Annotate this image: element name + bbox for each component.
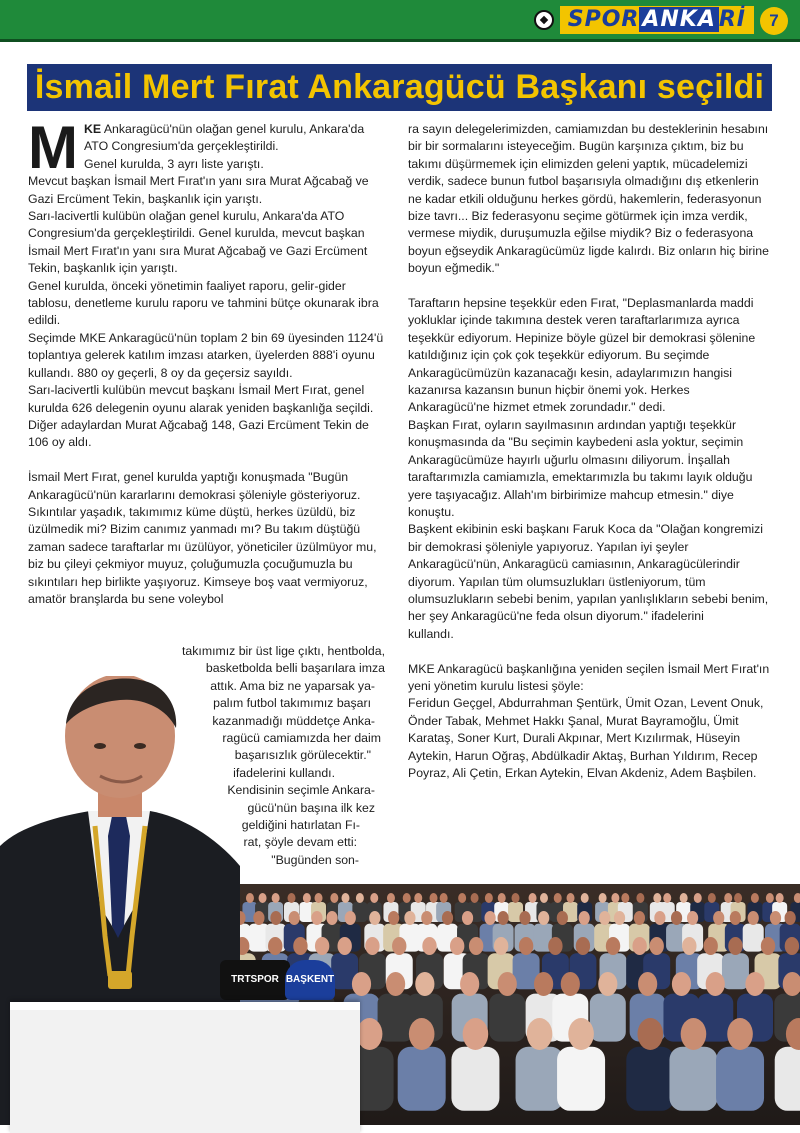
- audience-member-body: [716, 1047, 764, 1111]
- audience-member-head: [706, 972, 725, 996]
- audience-member-head: [369, 911, 380, 925]
- paragraph: KE Ankaragücü'nün olağan genel kurulu, Ankara'da ATO Congresium'da gerçekleştirildi.: [83, 122, 365, 154]
- audience-member-head: [303, 893, 311, 903]
- text-line: gücü'nün başına ilk kez: [247, 800, 375, 815]
- audience-member-head: [330, 893, 338, 903]
- audience-member-head: [785, 911, 796, 925]
- audience-member-head: [345, 911, 356, 925]
- paragraph: Feridun Geçgel, Abdurrahman Şentürk, Ümit Ozan, Levent Onuk, Önder Tabak, Mehmet Hakkı Şanal, Murat Bayramoğlu, Ümit Karataş, Soner Kurt, Durali Akpınar, Mert Kızılırmak, Hüseyin Aytekin, Harun Oğraş, Abdülkadir Aktaş, Burhan Yıldırım, Recep Poyraz, Ali Çetin, Erkan Aytekin, Elvan Akdeniz, Adem Başbilen.: [408, 696, 764, 780]
- audience-member-head: [637, 1018, 663, 1050]
- paragraph: kullandı.: [408, 626, 454, 641]
- text-line: "Bugünden son-: [271, 852, 359, 867]
- page-number: 7: [760, 7, 788, 35]
- article-column-right: [408, 121, 770, 782]
- audience-member-head: [728, 937, 742, 955]
- audience-member-body: [669, 1047, 717, 1111]
- audience-member-head: [392, 937, 406, 955]
- text-line: kazanmadığı müddetçe Anka-: [212, 713, 375, 728]
- audience-member-head: [471, 893, 479, 903]
- text-line: palım futbol takımımız başarı: [213, 696, 371, 711]
- audience-member-head: [414, 893, 422, 903]
- audience-member-head: [485, 893, 493, 903]
- paragraph: Sarı-lacivertli kulübün olağan genel kurulu, Ankara'da ATO Congresium'da gerçekleştirildi. Genel kurulda, mevcut başkan İsmail Mert Fırat'ın yanı sıra Murat Ağcabağ ve Gazi Ercüment Tekin, başkanlık için yarıştı.: [28, 209, 368, 276]
- audience-member-head: [259, 893, 267, 903]
- audience-member-head: [638, 972, 657, 996]
- audience-member-body: [775, 1047, 800, 1111]
- audience-member-head: [529, 893, 537, 903]
- audience-member-body: [743, 924, 764, 952]
- audience-member-head: [636, 893, 644, 903]
- audience-member-head: [576, 937, 590, 955]
- audience-member-head: [415, 972, 434, 996]
- drop-cap: M: [28, 114, 78, 181]
- brand-name: SPOR ANKA Rİ: [560, 6, 754, 34]
- brand-logo: [534, 6, 754, 34]
- audience-member-head: [766, 893, 774, 903]
- mic-flag-baskent: BAŞKENT: [285, 960, 335, 1000]
- audience-member-head: [498, 893, 506, 903]
- audience-member-head: [785, 937, 799, 955]
- audience-member-head: [356, 893, 364, 903]
- audience-member-head: [654, 911, 665, 925]
- audience-member-head: [421, 911, 432, 925]
- audience-member-head: [598, 972, 617, 996]
- audience-member-head: [460, 972, 479, 996]
- podium: [10, 1002, 360, 1133]
- audience-member-head: [430, 893, 438, 903]
- text-line: takımımız bir üst lige çıktı, hentbolda,: [182, 644, 385, 658]
- audience-member-head: [357, 1018, 383, 1050]
- paragraph: Genel kurulda, 3 ayrı liste yarıştı.: [83, 156, 264, 171]
- paragraph: Başkent ekibinin eski başkanı Faruk Koca da "Olağan kongremizi bir demokrasi şöleniyle yapıyoruz. Yapılan iyi şeyler Ankaragücü'nün, Ankaragücü camiasının, Ankaragücülerindir diyorum. Yapılan tüm olumsuzlukları üstleniyorum, tüm olumsuzlukların sebebi benim, yapılan yanlışlıkların sebebi benim, her şey Ankaragücü'ne feda olsun diyorum." ifadelerini: [408, 522, 769, 624]
- audience-member-head: [337, 937, 351, 955]
- paragraph: Taraftarın hepsine teşekkür eden Fırat, "Deplasmanlarda maddi yokluklar içinde takımına destek veren taraftarlarımıza ayrıca teşekkür ediyorum. Hepinize böyle güzel bir demokrasi şölenine katıldığınız için çok çok teşekkür ediyorum. Bu seçimde Ankaragücümüzün kazanacağı kesin, adaylarımızın hangisi kazanırsa kazansın bunun hiçbir önemi yok. Herkes Ankaragücü'ne hizmet etmek zorundadır." dedi.: [408, 296, 756, 415]
- text-line: geldiğini hatırlatan Fı-: [241, 818, 360, 833]
- headline-box: [27, 64, 772, 111]
- audience-member-body: [516, 1047, 564, 1111]
- paragraph: Seçimde MKE Ankaragücü'nün toplam 2 bin 69 üyesinden 1124'ü toplantıya gelerek katılım imzası atarken, üyelerden 888'i oyunu kullandı. 880 oy geçerli, 8 oy da geçersiz sayıldı.: [28, 330, 384, 380]
- header-bar: [0, 0, 800, 42]
- audience-member-head: [727, 1018, 753, 1050]
- audience-member-head: [557, 911, 568, 925]
- audience-member-head: [519, 911, 530, 925]
- article-column-left: [28, 114, 388, 608]
- audience-member-head: [703, 937, 717, 955]
- text-line: başarısızlık görülecektir.": [234, 748, 371, 763]
- audience-member-head: [606, 937, 620, 955]
- audience-member-head: [422, 937, 436, 955]
- audience-member-head: [548, 937, 562, 955]
- audience-member-head: [253, 911, 264, 925]
- audience-member-head: [498, 972, 517, 996]
- audience-member-head: [687, 911, 698, 925]
- audience-member-body: [722, 953, 749, 989]
- audience-member-head: [540, 893, 548, 903]
- audience-member-head: [341, 893, 349, 903]
- audience-member-head: [293, 937, 307, 955]
- audience-member-head: [469, 937, 483, 955]
- audience-member-head: [404, 911, 415, 925]
- audience-member-head: [387, 893, 395, 903]
- audience-member-head: [745, 972, 764, 996]
- audience-member-head: [450, 937, 464, 955]
- text-line: attık. Ama biz ne yaparsak ya-: [210, 678, 375, 693]
- audience-member-head: [270, 911, 281, 925]
- headline: İsmail Mert Fırat Ankaragücü Başkanı seçildi: [34, 68, 765, 106]
- audience-member-head: [734, 893, 742, 903]
- audience-member-head: [246, 893, 254, 903]
- paragraph: MKE Ankaragücü başkanlığına yeniden seçilen İsmail Mert Fırat'ın yeni yönetim kurulu listesi şöyle:: [408, 661, 770, 693]
- text-line: ragücü camiamızda her daim: [222, 731, 381, 746]
- paragraph: Genel kurulda, önceki yönetimin faaliyet raporu, gelir-gider tablosu, denetleme kurulu raporu ve tahmini bütçe okunarak ibra edildi.: [28, 278, 379, 328]
- audience-member-head: [409, 1018, 435, 1050]
- audience-member-head: [761, 937, 775, 955]
- audience-member-head: [326, 911, 337, 925]
- audience-member-head: [311, 911, 322, 925]
- audience-member-head: [581, 893, 589, 903]
- audience-member-head: [370, 893, 378, 903]
- soccer-ball-icon: [534, 10, 554, 30]
- text-line: rat, şöyle devam etti:: [243, 835, 357, 850]
- audience-member-head: [724, 893, 732, 903]
- audience-member-head: [268, 937, 282, 955]
- paragraph: Başkan Fırat, oyların sayılmasının ardından yaptığı teşekkür konuşmasında da "Bu seçimin kaybedeni asla yoktur, seçimin Ankaragücümüze hayırlı uğurlu olmasını diliyorum. İnşallah taraftarımızla camiamızla, emektarımızla bu takımı layık olduğu yere taşıyacağız. Allah'ım birbirimize mahcup etmesin." diye konuştu.: [408, 417, 753, 519]
- audience-member-head: [315, 937, 329, 955]
- audience-member-head: [599, 893, 607, 903]
- audience-member-head: [694, 893, 702, 903]
- audience-member-body: [489, 994, 525, 1042]
- audience-member-head: [611, 893, 619, 903]
- audience-member-head: [568, 1018, 594, 1050]
- audience-member-head: [388, 911, 399, 925]
- audience-member-head: [770, 911, 781, 925]
- audience-member-head: [512, 893, 520, 903]
- audience-member-head: [554, 893, 562, 903]
- audience-member-head: [365, 937, 379, 955]
- audience-member-head: [649, 937, 663, 955]
- audience-member-head: [579, 911, 590, 925]
- audience-member-head: [462, 911, 473, 925]
- header-rule: [0, 39, 800, 42]
- audience-member-head: [680, 893, 688, 903]
- audience-member-body: [451, 1047, 499, 1111]
- audience-member-head: [634, 911, 645, 925]
- audience-member-head: [289, 911, 300, 925]
- audience-member-head: [463, 1018, 489, 1050]
- audience-member-head: [671, 911, 682, 925]
- audience-member-body: [626, 1047, 674, 1111]
- audience-member-head: [538, 911, 549, 925]
- paragraph: Mevcut başkan İsmail Mert Fırat'ın yanı sıra Murat Ağcabağ ve Gazi Ercüment Tekin, başkanlık için yarıştı.: [28, 174, 369, 206]
- audience-member-body: [398, 1047, 446, 1111]
- audience-member-head: [681, 1018, 707, 1050]
- text-line: Kendisinin seçimle Ankara-: [227, 783, 375, 798]
- audience-member-head: [663, 893, 671, 903]
- audience-member-head: [442, 911, 453, 925]
- audience-member-head: [527, 1018, 553, 1050]
- audience-member-head: [567, 893, 575, 903]
- audience-member-head: [498, 911, 509, 925]
- paragraph: Sarı-lacivertli kulübün mevcut başkanı İsmail Mert Fırat, genel kurulda 626 delegenin oyunu alarak yeniden başkanlığa seçildi. Diğer adaylardan Murat Ağcabağ 148, Gazi Ercüment Tekin de 106 oy aldı.: [28, 383, 374, 450]
- mic-flag-trtspor: TRTSPOR: [220, 960, 290, 1000]
- audience-member-head: [440, 893, 448, 903]
- paragraph: ra sayın delegelerimizden, camiamızdan bu desteklerinin hesabını bir bir sormalarını isteyeceğim. Bugün karşınıza çıktım, biz bu takımı düşürmemek için elimizden geleni yaptık, mücadelemizi verdik, sadece bunun futbol başarısıyla olmadığını dış etkenlerin ne kadar etkili olduğunu herkes gördü, hakemlerin, federasyonun bize tavrı... Biz federasyonu seçime götürmek için imza verdik, vermese miydik, duruşumuzla eğilse miydik? Biz o federasyona boyun eğseydik Ankaragücümüz ligde kalırdı. Biz onların hiç birine boyun eğmedik.": [408, 122, 769, 276]
- audience-member-head: [272, 893, 280, 903]
- audience-member-head: [672, 972, 691, 996]
- audience-member-head: [315, 893, 323, 903]
- audience-member-head: [730, 911, 741, 925]
- audience-member-head: [288, 893, 296, 903]
- audience-member-head: [621, 893, 629, 903]
- audience-member-body: [557, 1047, 605, 1111]
- audience-member-head: [708, 893, 716, 903]
- text-line: basketbolda belli başarılara imza: [205, 661, 385, 676]
- audience-member-head: [632, 937, 646, 955]
- audience-member-head: [776, 893, 784, 903]
- audience-member-head: [748, 911, 759, 925]
- audience-member-head: [614, 911, 625, 925]
- audience-member-head: [352, 972, 371, 996]
- audience-member-head: [682, 937, 696, 955]
- audience-member-head: [484, 911, 495, 925]
- audience-member-head: [653, 893, 661, 903]
- audience-member-head: [386, 972, 405, 996]
- audience-member-body: [590, 994, 626, 1042]
- text-line: ifadelerini kullandı.: [233, 765, 335, 780]
- audience-member-head: [458, 893, 466, 903]
- audience-member-head: [751, 893, 759, 903]
- paragraph: İsmail Mert Fırat, genel kurulda yaptığı konuşmada "Bugün Ankaragücü'nün kararlarını demokrasi şöleniyle gösteriyoruz. Sıkıntılar yaşadık, takımımız küme düştü, herkes üzüldü, biz üzülmedik mi? Bizim canımız yanmadı mı? Bu takım düştüğü zaman sadece taraftarlar mı üzülüyor, yöneticiler üzülmüyor mu, biz bu çileyi çekmiyor muyuz, çoluğumuzla çocuğumuzla bu sıkıntıları hep birlikte yaşıyoruz. Kimseye boş vaat vermiyoruz, amatör branşlarda bu sene voleybol: [28, 470, 377, 606]
- audience-member-head: [519, 937, 533, 955]
- audience-member-head: [599, 911, 610, 925]
- audience-member-head: [561, 972, 580, 996]
- audience-member-head: [534, 972, 553, 996]
- audience-member-head: [403, 893, 411, 903]
- audience-member-head: [713, 911, 724, 925]
- audience-member-head: [494, 937, 508, 955]
